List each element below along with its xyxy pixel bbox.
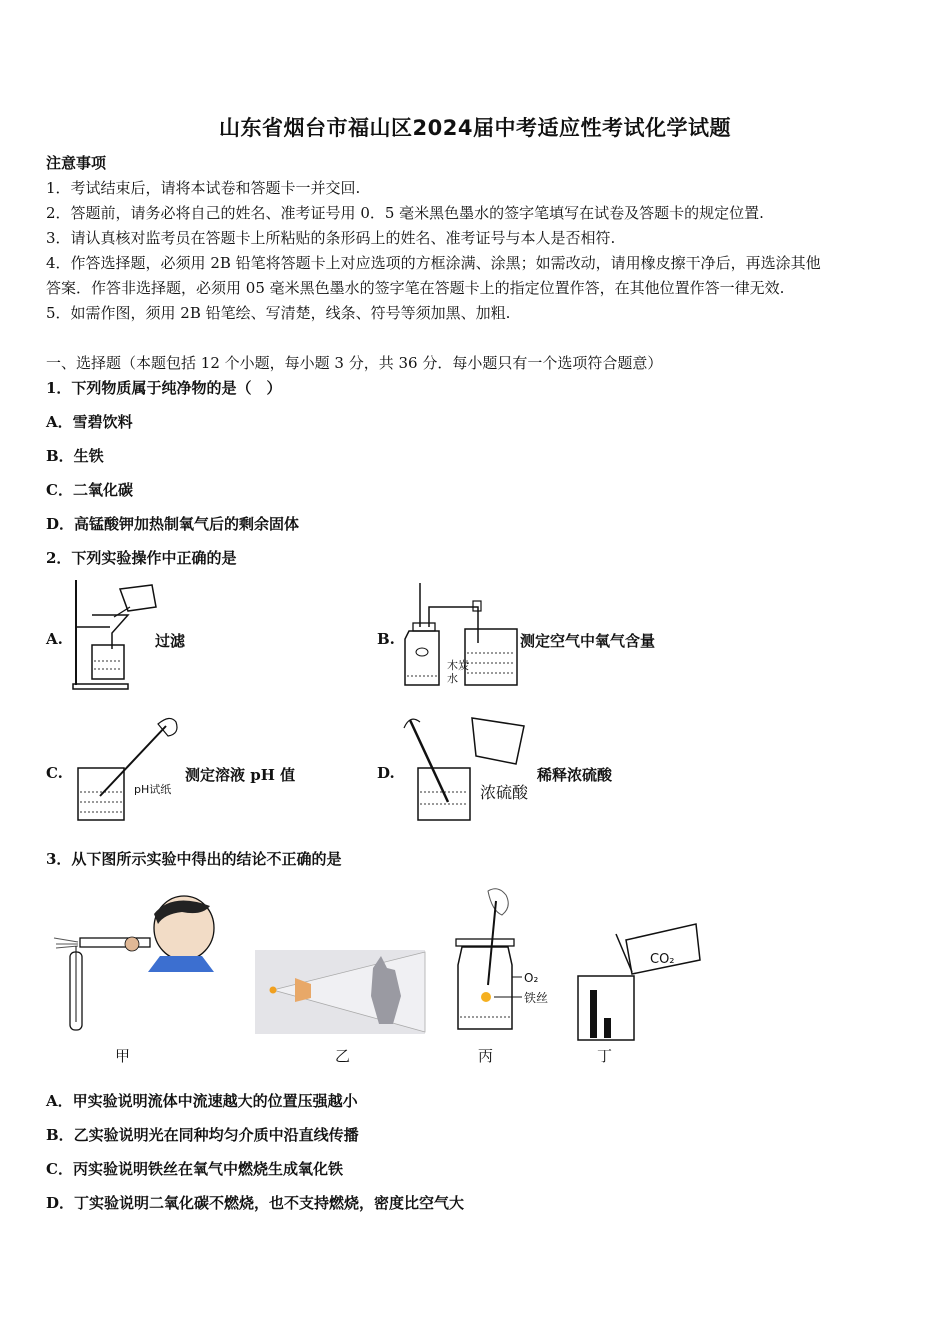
notice-item: 4．作答选择题，必须用 2B 铅笔将答题卡上对应选项的方框涂满、涂黑；如需改动，请用橡皮擦干净后，再选涂其他 bbox=[46, 254, 821, 272]
notice-heading: 注意事项 bbox=[46, 154, 107, 172]
section-heading: 一、选择题（本题包括 12 个小题，每小题 3 分，共 36 分．每小题只有一个选项符合题意） bbox=[46, 354, 663, 372]
bing-figure bbox=[452, 885, 567, 1035]
q3-option-c: C．丙实验说明铁丝在氧气中燃烧生成氧化铁 bbox=[46, 1160, 343, 1178]
filtration-figure bbox=[70, 577, 160, 692]
ding-figure bbox=[576, 918, 706, 1043]
iron-wire-label: 铁丝 bbox=[524, 991, 549, 1005]
notice-item: 答案．作答非选择题，必须用 05 毫米黑色墨水的签字笔在答题卡上的指定位置作答，在其他位置作答一律无效. bbox=[46, 279, 785, 297]
q2-letter-c: C. bbox=[46, 764, 63, 782]
notice-item: 1．考试结束后，请将本试卷和答题卡一并交回. bbox=[46, 179, 361, 197]
oxygen-content-figure bbox=[403, 583, 523, 691]
yi-figure bbox=[255, 950, 425, 1034]
q2-letter-b: B. bbox=[377, 630, 395, 648]
q1-option-b: B．生铁 bbox=[46, 447, 104, 465]
q2-letter-d: D. bbox=[377, 764, 395, 782]
ph-paper-label: pH试纸 bbox=[134, 783, 172, 796]
notice-item: 3．请认真核对监考员在答题卡上所粘贴的条形码上的姓名、准考证号与本人是否相符. bbox=[46, 229, 616, 247]
o2-label: O₂ bbox=[524, 971, 539, 985]
q2-caption-c: 测定溶液 pH 值 bbox=[185, 766, 296, 784]
figure-label-yi: 乙 bbox=[335, 1047, 351, 1065]
mutan-label: 木炭 bbox=[447, 659, 469, 672]
figure-label-bing: 丙 bbox=[478, 1047, 494, 1065]
dilute-acid-figure bbox=[400, 712, 535, 824]
figure-label-ding: 丁 bbox=[597, 1047, 613, 1065]
q3-option-b: B．乙实验说明光在同种均匀介质中沿直线传播 bbox=[46, 1126, 359, 1144]
question-1-stem: 1．下列物质属于纯净物的是（ ） bbox=[46, 379, 282, 397]
q2-caption-a: 过滤 bbox=[155, 632, 186, 650]
q2-letter-a: A. bbox=[46, 630, 63, 648]
q1-option-a: A．雪碧饮料 bbox=[46, 413, 133, 431]
q2-caption-d: 稀释浓硫酸 bbox=[537, 766, 613, 784]
q1-option-c: C．二氧化碳 bbox=[46, 481, 133, 499]
q2-caption-b: 测定空气中氧气含量 bbox=[520, 632, 656, 650]
co2-label: CO₂ bbox=[650, 952, 675, 967]
jia-figure bbox=[52, 890, 222, 1040]
question-3-stem: 3．从下图所示实验中得出的结论不正确的是 bbox=[46, 850, 342, 868]
water-label: 水 bbox=[447, 672, 458, 685]
question-2-stem: 2．下列实验操作中正确的是 bbox=[46, 549, 237, 567]
q3-option-d: D．丁实验说明二氧化碳不燃烧，也不支持燃烧，密度比空气大 bbox=[46, 1194, 465, 1212]
notice-item: 2．答题前，请务必将自己的姓名、准考证号用 0．5 毫米黑色墨水的签字笔填写在试卷及答题卡的规定位置. bbox=[46, 204, 764, 222]
q1-option-d: D．高锰酸钾加热制氧气后的剩余固体 bbox=[46, 515, 300, 533]
page-title: 山东省烟台市福山区2024届中考适应性考试化学试题 bbox=[219, 116, 731, 140]
conc-acid-label: 浓硫酸 bbox=[480, 783, 529, 802]
figure-label-jia: 甲 bbox=[115, 1047, 131, 1065]
notice-item: 5．如需作图，须用 2B 铅笔绘、写清楚，线条、符号等须加黑、加粗. bbox=[46, 304, 511, 322]
q3-option-a: A．甲实验说明流体中流速越大的位置压强越小 bbox=[46, 1092, 358, 1110]
ph-test-figure bbox=[72, 712, 187, 824]
